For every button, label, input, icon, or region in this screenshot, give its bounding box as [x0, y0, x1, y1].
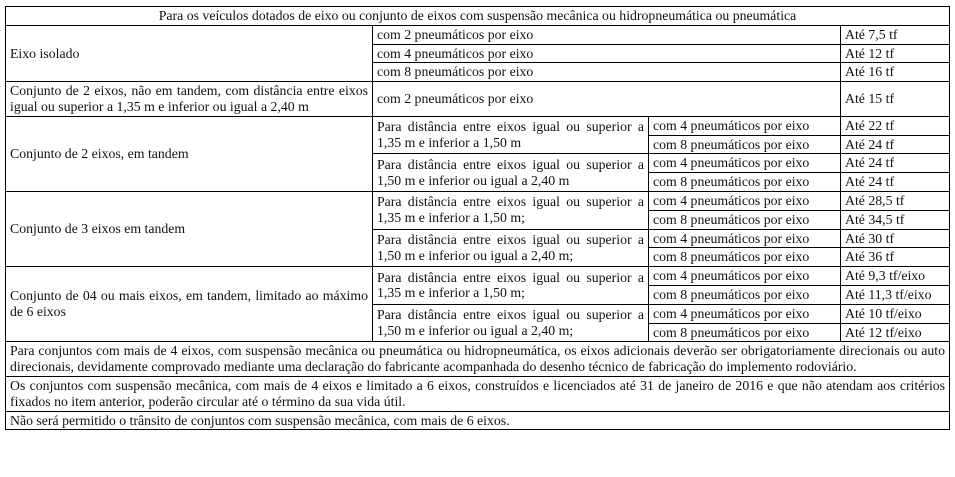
group-label-3-eixos-tandem: Conjunto de 3 eixos em tandem [6, 191, 373, 266]
weight-limit-cell: Até 22 tf [841, 116, 950, 135]
table-row [6, 25, 950, 44]
group-label-4-ou-mais-eixos: Conjunto de 04 ou mais eixos, em tandem, limitado ao máximo de 6 eixos [6, 267, 373, 342]
table-note-row [6, 342, 950, 377]
tire-config-cell: com 2 pneumáticos por eixo [373, 25, 841, 44]
note-mechanical-suspension-legacy: Os conjuntos com suspensão mecânica, com mais de 4 eixos e limitado a 6 eixos, construídos e licenciados até 31 de janeiro de 2016 e que não atendam aos critérios fixados no item anterior, poderão circular até o término da sua vida útil. [6, 376, 950, 411]
axle-weight-limits-table [5, 6, 950, 430]
note-additional-axles: Para conjuntos com mais de 4 eixos, com suspensão mecânica ou pneumática ou hidropneumática, os eixos adicionais deverão ser obrigatoriamente direcionais ou auto direcionais, devidamente comprovado mediante uma declaração do fabricante acompanhada do desenho técnico de fabricação do implemento rodoviário. [6, 342, 950, 377]
weight-limit-cell: Até 12 tf/eixo [841, 323, 950, 342]
weight-limit-cell: Até 16 tf [841, 63, 950, 82]
tire-config-cell: com 8 pneumáticos por eixo [649, 285, 841, 304]
weight-limit-cell: Até 9,3 tf/eixo [841, 267, 950, 286]
weight-limit-cell: Até 34,5 tf [841, 210, 950, 229]
weight-limit-cell: Até 7,5 tf [841, 25, 950, 44]
distance-range-cell: Para distância entre eixos igual ou superior a 1,35 m e inferior a 1,50 m; [373, 267, 649, 305]
distance-range-cell: Para distância entre eixos igual ou superior a 1,35 m e inferior a 1,50 m [373, 116, 649, 154]
tire-config-cell: com 8 pneumáticos por eixo [649, 135, 841, 154]
weight-limit-cell: Até 24 tf [841, 173, 950, 192]
tire-config-cell: com 8 pneumáticos por eixo [373, 63, 841, 82]
table-header-row [6, 7, 950, 26]
weight-limit-cell: Até 36 tf [841, 248, 950, 267]
table-note-row [6, 411, 950, 430]
tire-config-cell: com 8 pneumáticos por eixo [649, 248, 841, 267]
note-prohibition-over-6-axles: Não será permitido o trânsito de conjuntos com suspensão mecânica, com mais de 6 eixos. [6, 411, 950, 430]
tire-config-cell: com 4 pneumáticos por eixo [649, 191, 841, 210]
tire-config-cell: com 4 pneumáticos por eixo [649, 116, 841, 135]
tire-config-cell: com 2 pneumáticos por eixo [373, 82, 841, 117]
tire-config-cell: com 4 pneumáticos por eixo [649, 267, 841, 286]
tire-config-cell: com 4 pneumáticos por eixo [649, 229, 841, 248]
tire-config-cell: com 8 pneumáticos por eixo [649, 210, 841, 229]
table-row [6, 116, 950, 135]
tire-config-cell: com 8 pneumáticos por eixo [649, 323, 841, 342]
table-row [6, 191, 950, 210]
distance-range-cell: Para distância entre eixos igual ou superior a 1,50 m e inferior ou igual a 2,40 m; [373, 229, 649, 267]
group-label-2-eixos-tandem: Conjunto de 2 eixos, em tandem [6, 116, 373, 191]
weight-limit-cell: Até 28,5 tf [841, 191, 950, 210]
weight-limit-cell: Até 15 tf [841, 82, 950, 117]
distance-range-cell: Para distância entre eixos igual ou superior a 1,50 m e inferior ou igual a 2,40 m; [373, 304, 649, 342]
tire-config-cell: com 4 pneumáticos por eixo [649, 304, 841, 323]
group-label-eixo-isolado: Eixo isolado [6, 25, 373, 81]
tire-config-cell: com 8 pneumáticos por eixo [649, 173, 841, 192]
tire-config-cell: com 4 pneumáticos por eixo [373, 44, 841, 63]
distance-range-cell: Para distância entre eixos igual ou superior a 1,50 m e inferior ou igual a 2,40 m [373, 154, 649, 192]
weight-limit-cell: Até 30 tf [841, 229, 950, 248]
weight-limit-cell: Até 11,3 tf/eixo [841, 285, 950, 304]
table-header: Para os veículos dotados de eixo ou conjunto de eixos com suspensão mecânica ou hidropneumática ou pneumática [6, 7, 950, 26]
tire-config-cell: com 4 pneumáticos por eixo [649, 154, 841, 173]
weight-limit-cell: Até 24 tf [841, 135, 950, 154]
group-label-2-eixos-nao-tandem: Conjunto de 2 eixos, não em tandem, com distância entre eixos igual ou superior a 1,35 m e inferior ou igual a 2,40 m [6, 82, 373, 117]
weight-limit-cell: Até 10 tf/eixo [841, 304, 950, 323]
table-row [6, 267, 950, 286]
table-row [6, 82, 950, 117]
weight-limit-cell: Até 12 tf [841, 44, 950, 63]
weight-limit-cell: Até 24 tf [841, 154, 950, 173]
distance-range-cell: Para distância entre eixos igual ou superior a 1,35 m e inferior a 1,50 m; [373, 191, 649, 229]
table-note-row [6, 376, 950, 411]
